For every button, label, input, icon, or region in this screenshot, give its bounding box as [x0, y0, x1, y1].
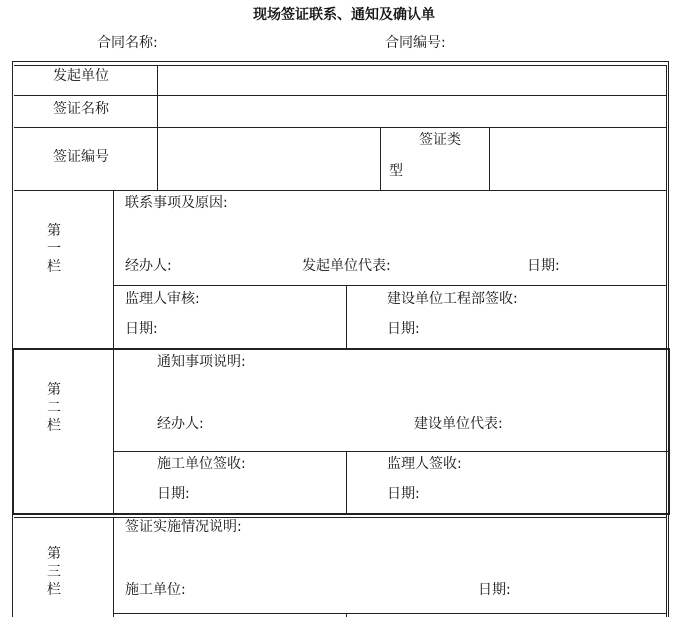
visa-no-label: 签证编号	[53, 149, 109, 165]
row-divider	[14, 95, 666, 96]
visa-type-divider-right	[489, 127, 490, 190]
section-side-divider	[113, 517, 114, 617]
date-label: 日期:	[478, 582, 511, 598]
side-char: 栏	[47, 582, 61, 598]
cell-divider	[346, 285, 347, 348]
side-char: 二	[47, 400, 61, 416]
cell-divider	[346, 451, 347, 514]
row-divider-inner	[14, 517, 666, 518]
side-char: 一	[47, 241, 61, 257]
side-char: 第	[47, 546, 61, 562]
owner-dept-date-label: 日期:	[387, 321, 420, 337]
visa-type-label: 签证类	[419, 132, 461, 148]
notice-matter-label: 通知事项说明:	[157, 354, 246, 370]
section-side-divider	[113, 190, 114, 349]
row-divider	[14, 127, 666, 128]
contract-name-label: 合同名称:	[97, 35, 158, 51]
table-left-border	[12, 61, 13, 617]
section-divider	[12, 348, 670, 350]
initiator-rep-label: 发起单位代表:	[302, 258, 391, 274]
supervisor-date-label: 日期:	[387, 486, 420, 502]
side-char: 第	[47, 382, 61, 398]
page-title: 现场签证联系、通知及确认单	[253, 7, 435, 23]
contractor-label: 施工单位:	[125, 582, 186, 598]
table-right-border	[668, 61, 669, 617]
side-char: 三	[47, 564, 61, 580]
visa-type-label-cont: 型	[389, 163, 403, 179]
contractor-date-label: 日期:	[157, 486, 190, 502]
section-side-divider	[113, 348, 114, 514]
supervisor-review-label: 监理人审核:	[125, 291, 200, 307]
visa-name-label: 签证名称	[53, 101, 109, 117]
initiator-label: 发起单位	[53, 68, 109, 84]
cell-divider	[346, 613, 347, 617]
visa-type-divider-left	[380, 127, 381, 190]
row-divider	[14, 190, 666, 191]
owner-rep-label: 建设单位代表:	[414, 416, 503, 432]
row-divider	[113, 451, 668, 452]
supervisor-date-label: 日期:	[125, 321, 158, 337]
section1-side-label	[46, 222, 62, 276]
table-top-border	[12, 61, 668, 62]
label-column-divider	[157, 65, 158, 190]
section3-side-label	[46, 545, 62, 599]
handler-label: 经办人:	[157, 416, 204, 432]
handler-label: 经办人:	[125, 258, 172, 274]
date-label: 日期:	[527, 258, 560, 274]
side-char: 栏	[47, 418, 61, 434]
row-divider	[113, 285, 666, 286]
section-divider	[12, 513, 670, 515]
table-right-border-inner	[666, 65, 667, 617]
row-divider	[113, 613, 666, 614]
owner-dept-sign-label: 建设单位工程部签收:	[387, 291, 518, 307]
table-top-border-inner	[14, 65, 666, 66]
side-char: 第	[47, 223, 61, 239]
contact-matter-label: 联系事项及原因:	[125, 195, 228, 211]
supervisor-sign-label: 监理人签收:	[387, 456, 462, 472]
contract-no-label: 合同编号:	[385, 35, 446, 51]
section2-left-border	[12, 348, 14, 514]
section2-side-label	[46, 381, 62, 435]
implementation-label: 签证实施情况说明:	[125, 519, 242, 535]
side-char: 栏	[47, 259, 61, 275]
section2-right-border	[668, 348, 670, 514]
contractor-sign-label: 施工单位签收:	[157, 456, 246, 472]
